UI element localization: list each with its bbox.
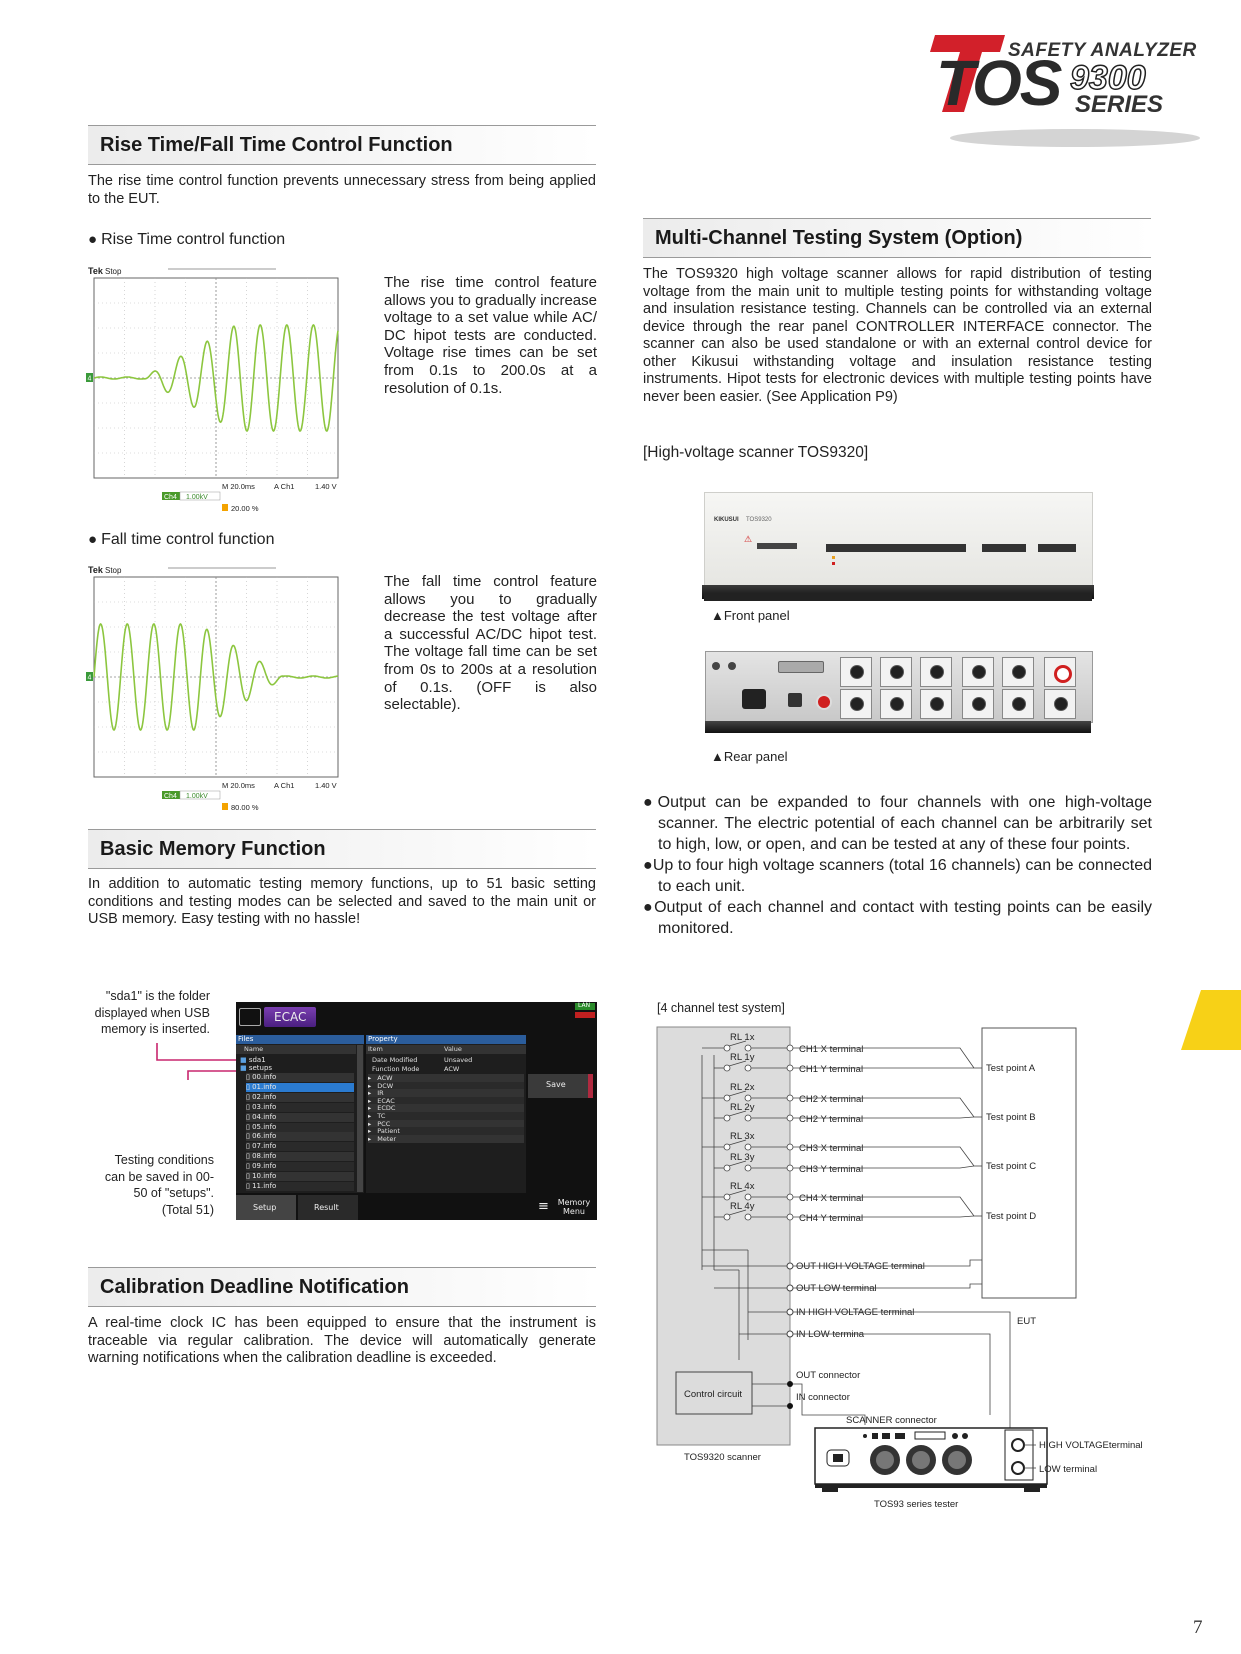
- hv-socket: [880, 657, 912, 687]
- hv-socket: [1002, 657, 1034, 687]
- arrow-icon: ▸: [368, 1112, 372, 1120]
- rise-title-text: Rise Time control function: [101, 231, 286, 248]
- scope-status: Stop: [105, 566, 122, 575]
- alert-indicator: [575, 1012, 595, 1018]
- file-name: 03.info: [252, 1102, 277, 1111]
- file-icon: ▯: [246, 1073, 253, 1081]
- rise-fall-section-header: [88, 125, 596, 165]
- rear-panel-caption: ▲Rear panel: [711, 749, 788, 764]
- relay-label: RL 4y: [730, 1201, 755, 1212]
- scope-marker: 4: [87, 375, 92, 383]
- arrow-icon: ▸: [368, 1074, 372, 1082]
- scope-ch-scale: 1.00kV: [186, 494, 208, 501]
- rise-fall-intro: The rise time control function prevents unnecessary stress from being applied to the EUT.: [88, 173, 596, 207]
- front-panel-caption: ▲Front panel: [711, 608, 790, 623]
- logo-model: 9300: [1070, 59, 1146, 97]
- rise-fall-heading: Rise Time/Fall Time Control Function: [100, 134, 453, 156]
- hv-socket: [840, 657, 872, 687]
- channel-terminal-label: CH4 Y terminal: [799, 1213, 864, 1224]
- scope-trigger: A Ch1: [274, 781, 295, 790]
- save-accent: [588, 1074, 593, 1098]
- memory-menu-button[interactable]: [536, 1195, 596, 1220]
- arrow-icon: ▸: [368, 1096, 372, 1105]
- fall-title-text: Fall time control function: [101, 531, 275, 548]
- hv-socket: [1002, 689, 1034, 719]
- tab-result-label: Result: [314, 1203, 339, 1212]
- arrow-icon: ▸: [368, 1089, 372, 1098]
- file-row[interactable]: [246, 1103, 354, 1112]
- file-icon: ▯: [246, 1082, 253, 1091]
- channel-terminal-label: CH1 Y terminal: [799, 1064, 864, 1075]
- channel-terminal-label: CH3 X terminal: [799, 1143, 864, 1154]
- files-title-bar: [236, 1035, 364, 1044]
- out-connector-label: OUT connector: [796, 1370, 861, 1381]
- memory-menu-label: Memory Menu: [557, 1198, 591, 1216]
- scope-timebase: M 20.0ms: [222, 781, 255, 790]
- rise-scope-graphic: [86, 264, 356, 512]
- mode-item[interactable]: [368, 1135, 524, 1143]
- rise-scope: [86, 264, 356, 512]
- mode-item-label: Meter: [377, 1134, 397, 1143]
- scanner-title: [High-voltage scanner TOS9320]: [643, 444, 869, 461]
- channel-terminal-label: CH1 X terminal: [799, 1044, 864, 1055]
- bullet-icon: ●: [88, 531, 98, 548]
- mode-item-label: ECAC: [377, 1096, 395, 1105]
- scope-trigger: A Ch1: [274, 482, 295, 491]
- ground-terminal: [816, 694, 832, 710]
- test-point-label: Test point A: [986, 1063, 1036, 1074]
- logo-series: SERIES: [1075, 91, 1164, 118]
- scope-position: 20.00 %: [231, 504, 259, 512]
- file-name: 02.info: [252, 1092, 277, 1101]
- file-name: 09.info: [252, 1162, 277, 1171]
- function-label: Function Mode: [372, 1065, 420, 1073]
- arrow-icon: ▸: [368, 1127, 372, 1136]
- property-title-bar: [366, 1035, 526, 1044]
- file-row[interactable]: [246, 1152, 354, 1161]
- mode-item-label: ECDC: [377, 1104, 396, 1113]
- page-tab-marker: [1181, 990, 1241, 1050]
- rise-description: The rise time control feature allows you to gradually increase voltage to a set value while AC/ DC hipot tests are conducted. Voltage rise times can be set from 0.1s to 200.0s at a resolution of 0.1s.: [384, 274, 597, 397]
- files-col-header: [236, 1045, 356, 1054]
- scanner-rear-panel: [702, 647, 1094, 737]
- scope-status: Stop: [105, 267, 122, 276]
- diagram-title: [4 channel test system]: [657, 1001, 785, 1015]
- control-label: Control circuit: [684, 1389, 743, 1400]
- arrow-icon: ▸: [368, 1119, 372, 1128]
- save-button[interactable]: [528, 1074, 588, 1098]
- hv-socket: [920, 657, 952, 687]
- arrow-icon: ▸: [368, 1104, 372, 1113]
- mode-item-label: TC: [377, 1112, 386, 1120]
- hv-socket: [840, 689, 872, 719]
- feature-bullet: ●Output of each channel and contact with testing points can be easily monitored.: [643, 899, 1152, 937]
- memory-note-setups: Testing conditions can be saved in 00-50 of "setups". (Total 51): [104, 1153, 214, 1217]
- arrow-icon: ▸: [368, 1134, 372, 1143]
- multichannel-section-header: [643, 218, 1151, 258]
- hv-socket: [962, 657, 994, 687]
- property-col-value: Value: [444, 1045, 462, 1053]
- database-icon: ≡: [538, 1199, 549, 1214]
- usb-icon: [239, 1008, 261, 1026]
- front-model: TOS9320: [746, 517, 772, 523]
- files-title: Files: [238, 1035, 254, 1043]
- fall-scope-graphic: [86, 563, 356, 811]
- out-low-label: OUT LOW terminal: [796, 1283, 877, 1294]
- scope-ch-label: Ch4: [164, 793, 177, 800]
- function-row: [372, 1065, 522, 1073]
- relay-label: RL 4x: [730, 1181, 755, 1192]
- scanner-front-panel: [702, 487, 1094, 605]
- fall-scope: [86, 563, 356, 811]
- file-row[interactable]: [246, 1172, 354, 1181]
- file-icon: ▯: [246, 1172, 253, 1180]
- lan-label: LAN: [578, 1002, 591, 1009]
- hv-socket: [880, 689, 912, 719]
- file-name: 04.info: [252, 1112, 277, 1121]
- folder-row[interactable]: ■ sda1: [240, 1056, 266, 1064]
- relay-label: RL 2x: [730, 1082, 755, 1093]
- relay-label: RL 1x: [730, 1032, 755, 1043]
- eut-label: EUT: [1017, 1316, 1036, 1327]
- file-icon: ▯: [246, 1152, 253, 1161]
- tab-setup[interactable]: [236, 1195, 296, 1220]
- mode-item-label: DCW: [377, 1081, 394, 1090]
- file-name: 06.info: [252, 1132, 277, 1141]
- feature-bullets: [643, 792, 1152, 939]
- rise-title: [88, 231, 285, 249]
- file-icon: ▯: [246, 1132, 253, 1141]
- file-icon: ▯: [246, 1181, 253, 1190]
- property-col-item: Item: [368, 1045, 383, 1053]
- date-row: [372, 1056, 522, 1064]
- file-name: 05.info: [252, 1122, 277, 1131]
- file-name: 10.info: [252, 1172, 277, 1180]
- scope-ch-label: Ch4: [164, 494, 177, 501]
- file-row[interactable]: [246, 1093, 354, 1102]
- file-name: 00.info: [252, 1073, 277, 1081]
- hv-socket: [1044, 689, 1076, 719]
- feature-bullet: ●Output can be expanded to four channels with one high-voltage scanner. The electric potential of each channel can be arbitrarily set to high, low, or open, and can be tested at any of these four points.: [643, 794, 1152, 853]
- file-icon: ▯: [246, 1112, 253, 1121]
- file-name: 11.info: [252, 1181, 277, 1190]
- lan-indicator: [575, 1003, 595, 1010]
- mode-item-label: IR: [377, 1089, 384, 1098]
- files-scrollbar[interactable]: [357, 1045, 363, 1192]
- arrow-icon: ▸: [368, 1081, 372, 1090]
- hv-socket: [1044, 657, 1076, 687]
- property-col-header: [366, 1045, 526, 1054]
- property-panel: [366, 1035, 526, 1193]
- test-point-label: Test point C: [986, 1161, 1037, 1172]
- channel-diagram: [650, 1020, 1160, 1520]
- property-title: Property: [368, 1035, 398, 1043]
- brand-logo: [920, 30, 1210, 150]
- tester-label: TOS93 series tester: [874, 1499, 959, 1510]
- test-point-label: Test point B: [986, 1112, 1036, 1123]
- scope-brand: Tek: [88, 565, 103, 575]
- tab-result[interactable]: [298, 1195, 358, 1220]
- feature-bullet: ●Up to four high voltage scanners (total 16 channels) can be connected to each unit.: [643, 857, 1152, 895]
- file-row[interactable]: [246, 1073, 354, 1082]
- relay-label: RL 1y: [730, 1052, 755, 1063]
- tab-setup-label: Setup: [253, 1203, 277, 1212]
- scope-marker: 4: [87, 674, 92, 682]
- date-label: Date Modified: [372, 1056, 418, 1064]
- fall-title: [88, 531, 274, 549]
- calibration-section-header: [88, 1267, 596, 1307]
- save-label: Save: [546, 1080, 566, 1089]
- scope-trig-level: 1.40 V: [315, 781, 337, 790]
- file-name: 08.info: [252, 1152, 277, 1161]
- scope-brand: Tek: [88, 266, 103, 276]
- memory-heading: Basic Memory Function: [100, 838, 326, 860]
- mode-item-label: ACW: [377, 1074, 393, 1082]
- calibration-heading: Calibration Deadline Notification: [100, 1276, 409, 1298]
- folder-name: setups: [248, 1064, 273, 1072]
- channel-terminal-label: CH4 X terminal: [799, 1193, 864, 1204]
- mode-label: ECAC: [274, 1010, 307, 1024]
- in-connector-label: IN connector: [796, 1392, 850, 1403]
- file-icon: ▯: [246, 1092, 253, 1101]
- mode-badge: [264, 1007, 316, 1027]
- folder-name: sda1: [248, 1056, 266, 1064]
- scope-ch-scale: 1.00kV: [186, 793, 208, 800]
- file-row[interactable]: [246, 1142, 354, 1151]
- hv-socket: [920, 689, 952, 719]
- low-terminal-label: LOW terminal: [1039, 1464, 1098, 1475]
- bullet-icon: ●: [88, 231, 98, 248]
- mode-item-label: Patient: [377, 1127, 400, 1136]
- relay-label: RL 3y: [730, 1152, 755, 1163]
- file-row[interactable]: [246, 1162, 354, 1171]
- hv-socket: [962, 689, 994, 719]
- files-col-name: Name: [244, 1045, 264, 1053]
- multichannel-text: The TOS9320 high voltage scanner allows for rapid distribution of testing voltage from the main unit to multiple testing points for withstanding voltage and insulation resistance testing. Channels can be controlled via an external device through the rear panel CONTROLLER INTERFACE connector. The scanner can also be used standalone or with an external control device for other Kikusui withstanding voltage and insulation resistance testing instruments. Hipot tests for electronic devices with multiple testing points have never been easier. (See Application P9): [643, 266, 1152, 405]
- in-high-label: IN HIGH VOLTAGE terminal: [796, 1307, 915, 1318]
- scope-position: 80.00 %: [231, 803, 259, 811]
- out-high-label: OUT HIGH VOLTAGE terminal: [796, 1261, 925, 1272]
- hv-terminal-label: HIGH VOLTAGEterminal: [1039, 1440, 1143, 1451]
- channel-terminal-label: CH3 Y terminal: [799, 1164, 864, 1175]
- fall-description: The fall time control feature allows you to gradually decrease the test voltage after a successful AC/DC hipot test. The voltage fall time can be set from 0s to 200s at a resolution of 0.1s. (OFF is also selectable).: [384, 573, 597, 714]
- file-row[interactable]: [246, 1123, 354, 1132]
- scanner-name-label: TOS9320 scanner: [684, 1452, 761, 1463]
- page-number: 7: [1193, 1617, 1203, 1638]
- channel-terminal-label: CH2 Y terminal: [799, 1114, 864, 1125]
- relay-label: RL 2y: [730, 1102, 755, 1113]
- file-icon: ▯: [246, 1102, 253, 1111]
- memory-note-usb: "sda1" is the folder displayed when USB memory is inserted.: [94, 989, 210, 1036]
- memory-section-header: [88, 829, 596, 869]
- power-inlet: [742, 689, 766, 709]
- date-value: Unsaved: [444, 1056, 473, 1064]
- file-row[interactable]: [246, 1182, 354, 1191]
- scanner-connector-label: SCANNER connector: [846, 1415, 937, 1426]
- in-low-label: IN LOW termina: [796, 1329, 865, 1340]
- calibration-text: A real-time clock IC has been equipped to ensure that the instrument is traceable via regular calibration. The device will automatically generate warning notifications when the calibration deadline is exceeded.: [88, 1315, 596, 1366]
- memory-screenshot: [236, 1002, 597, 1220]
- function-value: ACW: [444, 1065, 460, 1073]
- file-icon: ▯: [246, 1122, 253, 1131]
- multichannel-heading: Multi-Channel Testing System (Option): [655, 227, 1023, 249]
- scope-timebase: M 20.0ms: [222, 482, 255, 491]
- tester-device: [815, 1428, 1047, 1492]
- file-icon: ▯: [246, 1142, 253, 1151]
- front-brand: KIKUSUI: [714, 517, 739, 523]
- relay-label: RL 3x: [730, 1131, 755, 1142]
- file-name: 07.info: [252, 1142, 277, 1151]
- test-point-label: Test point D: [986, 1211, 1037, 1222]
- folder-row[interactable]: ■ setups: [240, 1064, 273, 1072]
- memory-text: In addition to automatic testing memory functions, up to 51 basic setting conditions and testing modes can be selected and saved to the main unit or USB memory. Easy testing with no hassle!: [88, 876, 596, 927]
- channel-terminal-label: CH2 X terminal: [799, 1094, 864, 1105]
- warning-icon: ⚠: [744, 534, 753, 544]
- file-row[interactable]: [246, 1132, 354, 1141]
- logo-brand: TOS: [936, 47, 1061, 119]
- logo-top-line: SAFETY ANALYZER: [1008, 40, 1197, 61]
- file-row[interactable]: [246, 1083, 354, 1092]
- file-row[interactable]: [246, 1113, 354, 1122]
- file-name: 01.info: [252, 1082, 277, 1091]
- mode-item-label: PCC: [377, 1119, 391, 1128]
- file-icon: ▯: [246, 1162, 253, 1171]
- scope-trig-level: 1.40 V: [315, 482, 337, 491]
- files-panel: [236, 1035, 364, 1193]
